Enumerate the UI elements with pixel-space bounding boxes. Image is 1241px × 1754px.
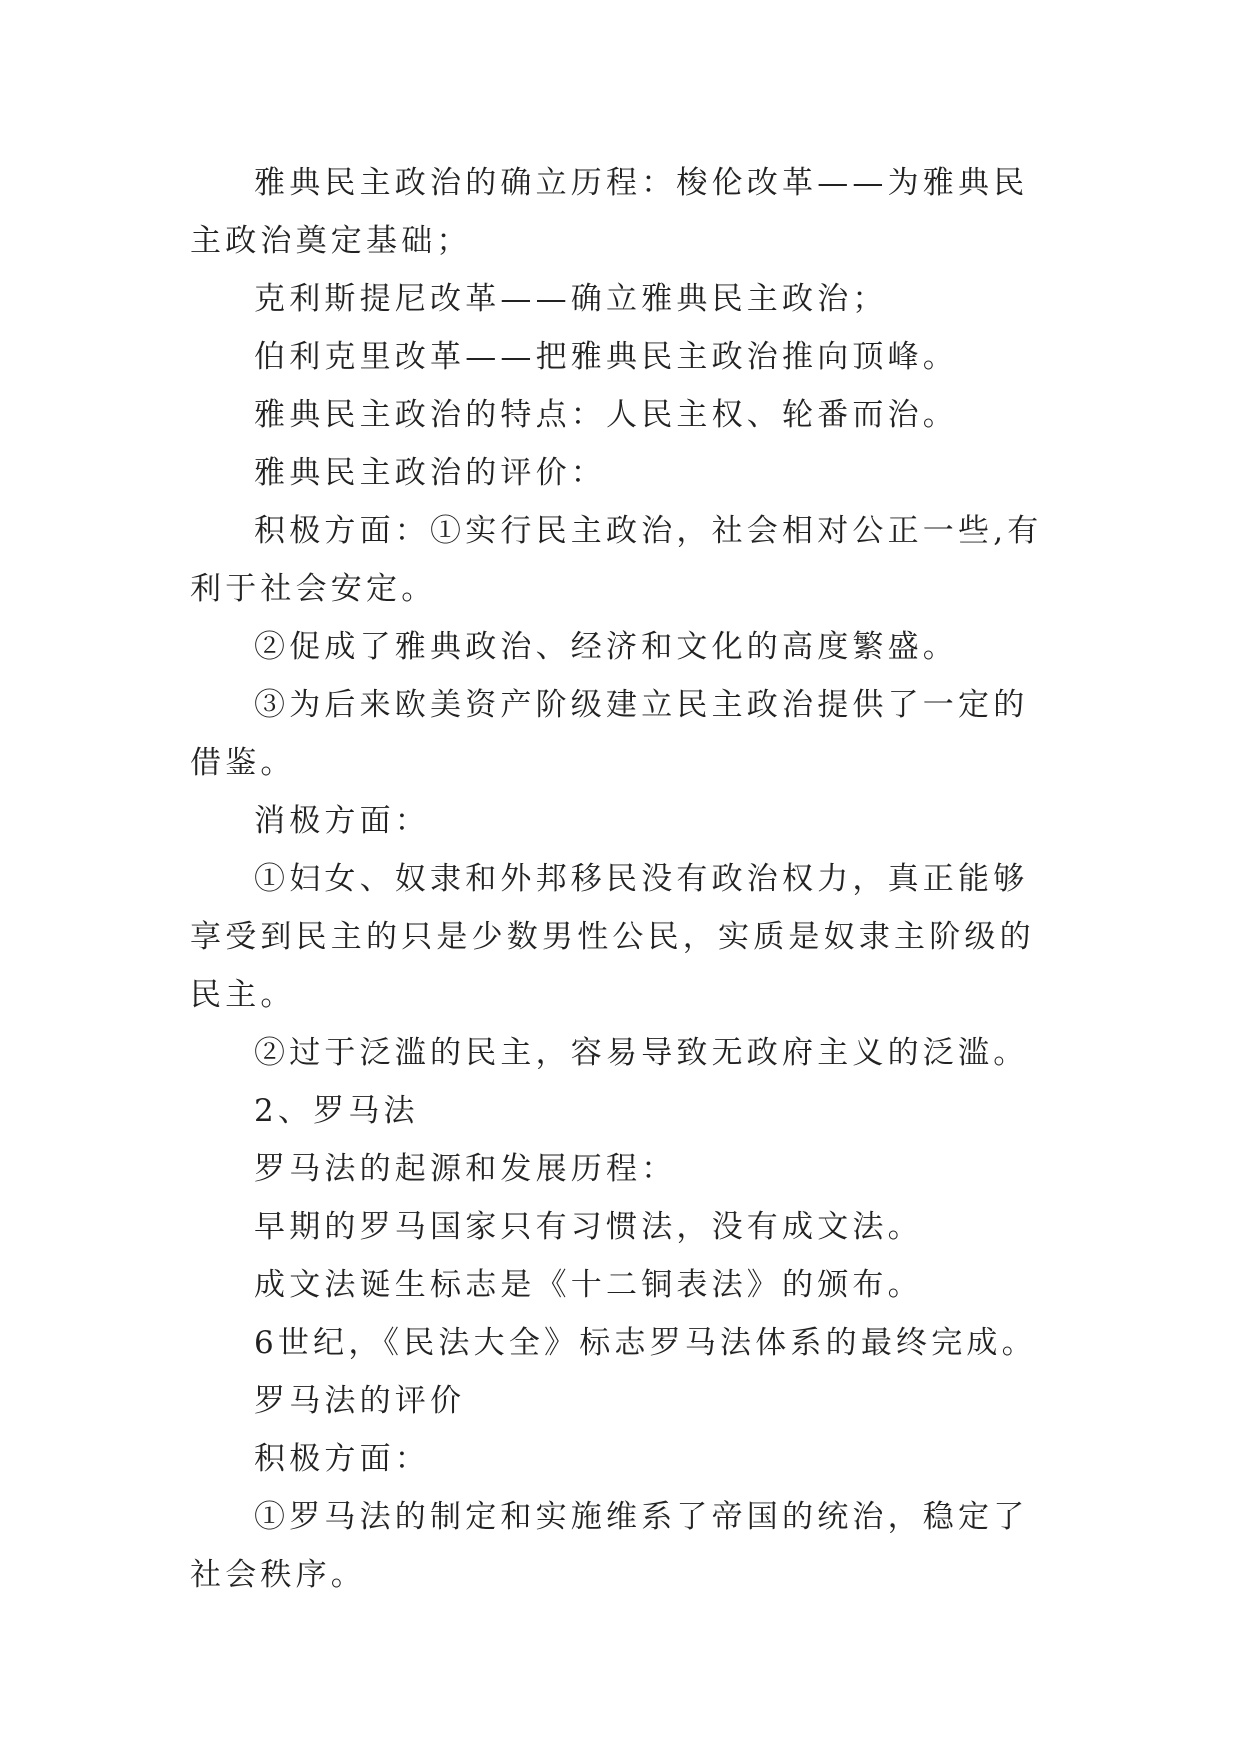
paragraph: 雅典民主政治的评价：	[254, 455, 606, 491]
paragraph: 早期的罗马国家只有习惯法，没有成文法。	[254, 1209, 923, 1245]
section-heading: 2、罗马法	[254, 1093, 419, 1129]
paragraph: 伯利克里改革——把雅典民主政治推向顶峰。	[254, 339, 958, 375]
paragraph: 克利斯提尼改革——确立雅典民主政治；	[254, 281, 888, 317]
paragraph: 罗马法的评价	[254, 1383, 466, 1419]
paragraph: 罗马法的起源和发展历程：	[254, 1151, 677, 1187]
paragraph: 消极方面：	[254, 803, 430, 839]
document-body	[190, 154, 1050, 1604]
paragraph: ①妇女、奴隶和外邦移民没有政治权力，真正能够享受到民主的只是少数男性公民，实质是奴隶主阶级的民主。	[190, 861, 1035, 1013]
paragraph: 成文法诞生标志是《十二铜表法》的颁布。	[254, 1267, 923, 1303]
paragraph: ③为后来欧美资产阶级建立民主政治提供了一定的借鉴。	[190, 687, 1029, 781]
paragraph: ②促成了雅典政治、经济和文化的高度繁盛。	[254, 629, 958, 665]
paragraph: 积极方面：	[254, 1441, 430, 1477]
paragraph: 6世纪，《民法大全》标志罗马法体系的最终完成。	[254, 1325, 1037, 1361]
paragraph: 雅典民主政治的特点：人民主权、轮番而治。	[254, 397, 958, 433]
paragraph: 雅典民主政治的确立历程：梭伦改革——为雅典民主政治奠定基础；	[190, 165, 1029, 259]
paragraph: 积极方面：①实行民主政治，社会相对公正一些,有利于社会安定。	[190, 513, 1043, 607]
paragraph: ②过于泛滥的民主，容易导致无政府主义的泛滥。	[254, 1035, 1029, 1071]
paragraph: ①罗马法的制定和实施维系了帝国的统治，稳定了社会秩序。	[190, 1499, 1029, 1593]
